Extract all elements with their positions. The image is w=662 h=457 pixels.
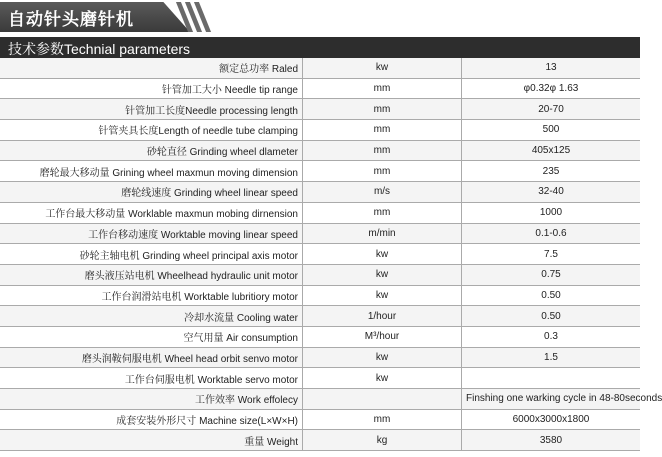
- param-value-cell: 0.75: [462, 264, 641, 285]
- param-unit-cell: m/min: [303, 223, 462, 244]
- param-value-cell: 0.3: [462, 326, 641, 347]
- table-row: [0, 99, 640, 120]
- param-value-cell: Finshing one warking cycle in 48-80seconds: [462, 389, 641, 410]
- param-unit-cell: m/s: [303, 182, 462, 203]
- param-name-cell: 磨轮线速度 Grinding wheel linear speed: [0, 182, 303, 203]
- param-value-cell: 235: [462, 161, 641, 182]
- param-name-cell: 磨轮最大移动量 Grining wheel maxmun moving dimension: [0, 161, 303, 182]
- param-name-cell: 工作台最大移动量 Worklable maxmun mobing dirnension: [0, 202, 303, 223]
- param-unit-cell: mm: [303, 140, 462, 161]
- table-row: [0, 389, 640, 410]
- param-value-cell: 1.5: [462, 347, 641, 368]
- table-row: [0, 264, 640, 285]
- param-name-cell: 针管夹具长度Length of needle tube clamping: [0, 120, 303, 141]
- table-row: [0, 244, 640, 265]
- param-name-cell: 空气用量 Air consumption: [0, 326, 303, 347]
- param-value-cell: 0.1-0.6: [462, 223, 641, 244]
- table-row: [0, 202, 640, 223]
- param-value-cell: 20-70: [462, 99, 641, 120]
- param-value-cell: 500: [462, 120, 641, 141]
- param-value-cell: 3580: [462, 430, 641, 451]
- table-row: [0, 58, 640, 78]
- param-unit-cell: kw: [303, 58, 462, 78]
- param-value-cell: 0.50: [462, 306, 641, 327]
- param-value-cell: 6000x3000x1800: [462, 409, 641, 430]
- decorative-stripes: [178, 2, 208, 32]
- table-row: [0, 326, 640, 347]
- param-unit-cell: [303, 389, 462, 410]
- param-value-cell: 13: [462, 58, 641, 78]
- param-name-cell: 成套安装外形尺寸 Machine size(L×W×H): [0, 409, 303, 430]
- param-unit-cell: mm: [303, 409, 462, 430]
- param-name-cell: 砂轮直径 Grinding wheel dlameter: [0, 140, 303, 161]
- param-value-cell: 1000: [462, 202, 641, 223]
- param-unit-cell: kw: [303, 368, 462, 389]
- param-unit-cell: mm: [303, 99, 462, 120]
- param-unit-cell: kw: [303, 347, 462, 368]
- table-row: [0, 120, 640, 141]
- param-value-cell: [462, 368, 641, 389]
- param-name-cell: 重量 Weight: [0, 430, 303, 451]
- param-name-cell: 工作台润滑站电机 Worktable lubritiory motor: [0, 285, 303, 306]
- param-value-cell: φ0.32φ 1.63: [462, 78, 641, 99]
- param-name-cell: 针管加工长度Needle processing length: [0, 99, 303, 120]
- section-header: 技术参数Technial parameters: [8, 41, 191, 57]
- table-row: [0, 140, 640, 161]
- param-name-cell: 工作台伺服电机 Worktable servo motor: [0, 368, 303, 389]
- param-name-cell: 额定总功率 Raled: [0, 58, 303, 78]
- param-name-cell: 针管加工大小 Needle tip range: [0, 78, 303, 99]
- table-row: [0, 182, 640, 203]
- param-value-cell: 32-40: [462, 182, 641, 203]
- param-name-cell: 磨头液压站电机 Wheelhead hydraulic unit motor: [0, 264, 303, 285]
- param-name-cell: 砂轮主轴电机 Grinding wheel principal axis motor: [0, 244, 303, 265]
- table-row: [0, 306, 640, 327]
- param-unit-cell: kw: [303, 285, 462, 306]
- param-unit-cell: kg: [303, 430, 462, 451]
- parameters-table: [0, 58, 662, 451]
- param-unit-cell: kw: [303, 264, 462, 285]
- param-name-cell: 冷却水流量 Cooling water: [0, 306, 303, 327]
- param-unit-cell: mm: [303, 161, 462, 182]
- table-row: [0, 409, 640, 430]
- param-unit-cell: kw: [303, 244, 462, 265]
- table-row: [0, 78, 640, 99]
- section-header-bar: [0, 37, 640, 58]
- param-value-cell: 0.50: [462, 285, 641, 306]
- param-name-cell: 工作台移动速度 Worktable moving linear speed: [0, 223, 303, 244]
- table-row: [0, 347, 640, 368]
- param-value-cell: 7.5: [462, 244, 641, 265]
- param-unit-cell: M³/hour: [303, 326, 462, 347]
- param-value-cell: 405x125: [462, 140, 641, 161]
- title-band: [0, 0, 640, 36]
- table-row: [0, 285, 640, 306]
- table-row: [0, 430, 640, 451]
- table-row: [0, 223, 640, 244]
- param-unit-cell: mm: [303, 202, 462, 223]
- param-unit-cell: mm: [303, 78, 462, 99]
- table-row: [0, 161, 640, 182]
- page-title: 自动针头磨针机: [8, 10, 134, 30]
- param-unit-cell: 1/hour: [303, 306, 462, 327]
- param-unit-cell: mm: [303, 120, 462, 141]
- param-name-cell: 工作效率 Work effolecy: [0, 389, 303, 410]
- table-row: [0, 368, 640, 389]
- param-name-cell: 磨头润鞍伺服电机 Wheel head orbit senvo motor: [0, 347, 303, 368]
